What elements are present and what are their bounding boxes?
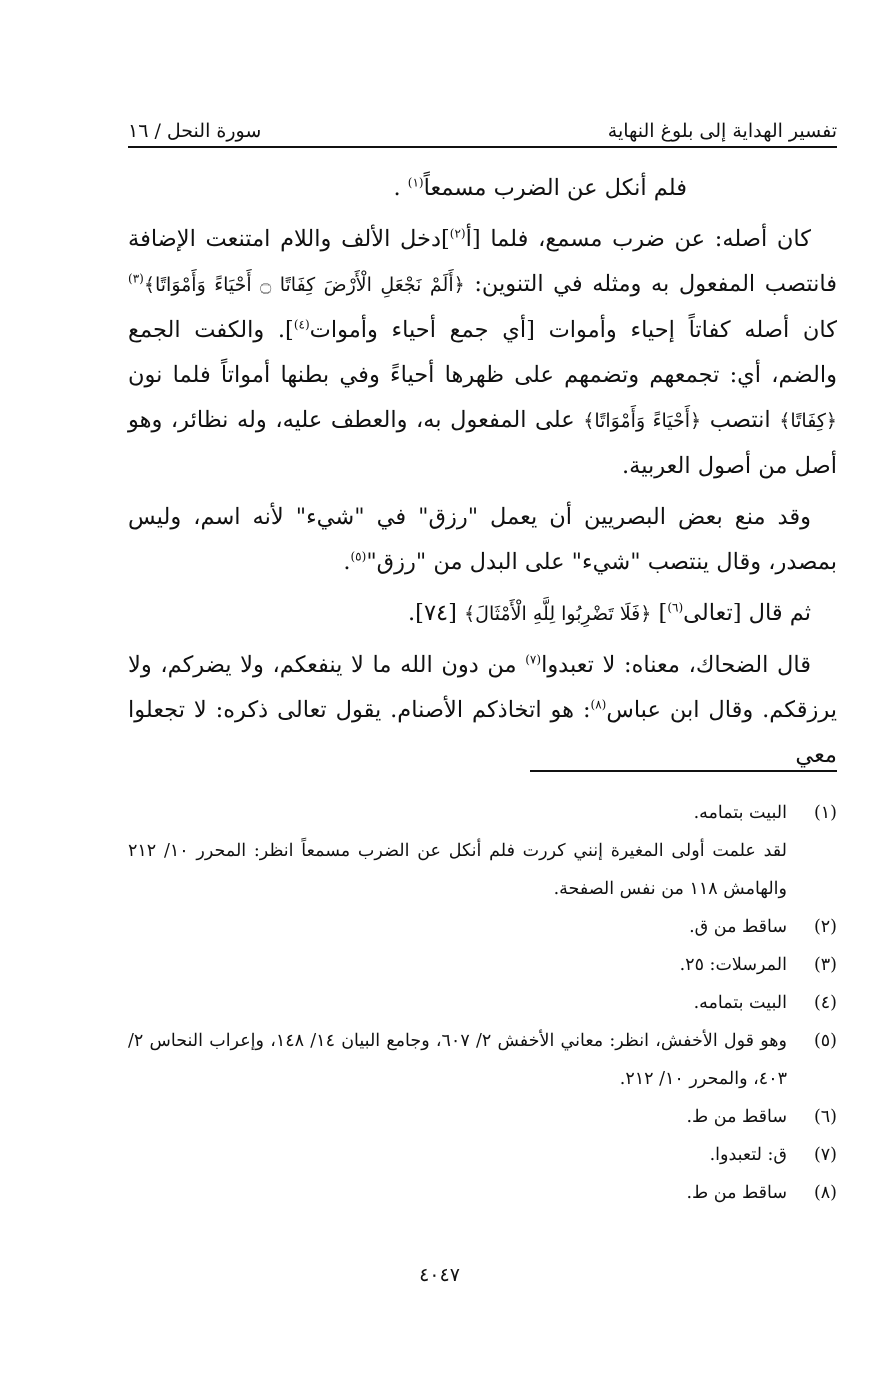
footnote-number: (٥) <box>813 1031 837 1051</box>
footnote-text: ق: لتعبدوا. <box>709 1145 787 1165</box>
footnote-item <box>128 908 837 946</box>
paragraph: ثم قال [تعالى$^{(٦)}$] ﴿فَلَا تَضْرِبُوا لِلَّهِ الْأَمْثَالَ﴾ [٧٤]. <box>408 600 811 626</box>
footnote-text: ساقط من ط. <box>686 1183 787 1203</box>
footnote-ref[interactable]: (٨) <box>590 697 607 712</box>
footnote-item <box>128 1174 837 1212</box>
footnote-text: ساقط من ط. <box>686 1107 787 1127</box>
quran-verse: ﴿كِفَاتًا﴾ <box>779 410 838 432</box>
footnote-text: ساقط من ق. <box>689 917 787 937</box>
main-text <box>128 166 837 784</box>
quran-verse: ﴿فَلَا تَضْرِبُوا لِلَّهِ الْأَمْثَالَ﴾ <box>464 603 652 625</box>
footnote-text: وهو قول الأخفش، انظر: معاني الأخفش ٢/ ٦٠٧، وجامع البيان ١٤/ ١٤٨، وإعراب النحاس ٢/ ٤٠٣، والمحرر ١٠/ ٢١٢. <box>128 1031 787 1089</box>
book-title: تفسير الهداية إلى بلوغ النهاية <box>607 120 837 142</box>
footnote-text: البيت بتمامه. <box>693 993 787 1013</box>
footnotes <box>128 794 837 1212</box>
footnote-continuation: لقد علمت أولى المغيرة إنني كررت فلم أنكل عن الضرب مسمعاً انظر: المحرر ١٠/ ٢١٢ والهامش ١١٨ من نفس الصفحة. <box>128 841 787 899</box>
footnote-number: (٤) <box>813 993 837 1013</box>
paragraph: قال الضحاك، معناه: لا تعبدوا$^{(٧)}$ من دون الله ما لا ينفعكم، ولا يضركم، ولا يرزقكم. وقال ابن عباس$^{(٨)}$: هو اتخاذكم الأصنام. يقول تعالى ذكره: لا تجعلوا معي <box>128 652 837 768</box>
footnote-item <box>128 1098 837 1136</box>
quran-verse: ﴿أَحْيَاءً وَأَمْوَاتًا﴾ <box>583 410 702 432</box>
footnote-number: (١) <box>813 803 837 823</box>
footnote-rule <box>530 770 837 772</box>
page-number: ٤٠٤٧ <box>419 1264 460 1286</box>
footnote-item <box>128 1022 837 1098</box>
footnote-ref[interactable]: (٤) <box>293 317 310 332</box>
footnote-ref[interactable]: (١) <box>407 175 424 190</box>
footnote-ref[interactable]: (٦) <box>667 600 684 615</box>
footnote-number: (٨) <box>813 1183 837 1203</box>
footnote-text: المرسلات: ٢٥. <box>679 955 787 975</box>
footnote-ref[interactable]: (٢) <box>449 226 466 241</box>
surah-info: سورة النحل / ١٦ <box>128 120 262 142</box>
footnote-number: (٣) <box>813 955 837 975</box>
footnote-number: (٧) <box>813 1145 837 1165</box>
running-header <box>128 108 837 142</box>
footnote-text: البيت بتمامه. <box>693 803 787 823</box>
header-rule <box>128 146 837 148</box>
footnote-number: (٦) <box>813 1107 837 1127</box>
footnote-item <box>128 1136 837 1174</box>
footnote-item <box>128 984 837 1022</box>
footnote-number: (٢) <box>813 917 837 937</box>
footnote-item <box>128 794 837 832</box>
footnote-ref[interactable]: (٥) <box>350 549 367 564</box>
footnote-ref[interactable]: (٣) <box>128 271 144 286</box>
footnote-ref[interactable]: (٧) <box>525 652 542 667</box>
poetry-line: فلم أنكل عن الضرب مسمعاً$^{(١)}$ . <box>393 175 687 201</box>
paragraph: كان أصله: عن ضرب مسمع، فلما [أ$^{(٢)}$]دخل الألف واللام امتنعت الإضافة فانتصب المفعول به ومثله في التنوين: ﴿أَلَمْ نَجْعَلِ الْأَرْضَ كِفَاتًا ۝ أَحْيَاءً وَأَمْوَاتًا﴾$^{(٣)}$ كان أصله كفاتاً إحياء وأموات [أي جمع أحياء وأموات$^{(٤)}$]. والكفت الجمع والضم، أي: تجمعهم وتضمهم على ظهرها أحياءً وفي بطنها أمواتاً فلما نون ﴿كِفَاتًا﴾ انتصب ﴿أَحْيَاءً وَأَمْوَاتًا﴾ على المفعول به، والعطف عليه، وله نظائر، وهو أصل من أصول العربية. <box>128 226 838 479</box>
quran-verse: ﴿أَلَمْ نَجْعَلِ الْأَرْضَ كِفَاتًا ۝ أَحْيَاءً وَأَمْوَاتًا﴾ <box>143 274 465 296</box>
paragraph: وقد منع بعض البصريين أن يعمل "رزق" في "شيء" لأنه اسم، وليس بمصدر، وقال ينتصب "شيء" على البدل من "رزق"$^{(٥)}$. <box>128 504 837 575</box>
footnote-item <box>128 946 837 984</box>
